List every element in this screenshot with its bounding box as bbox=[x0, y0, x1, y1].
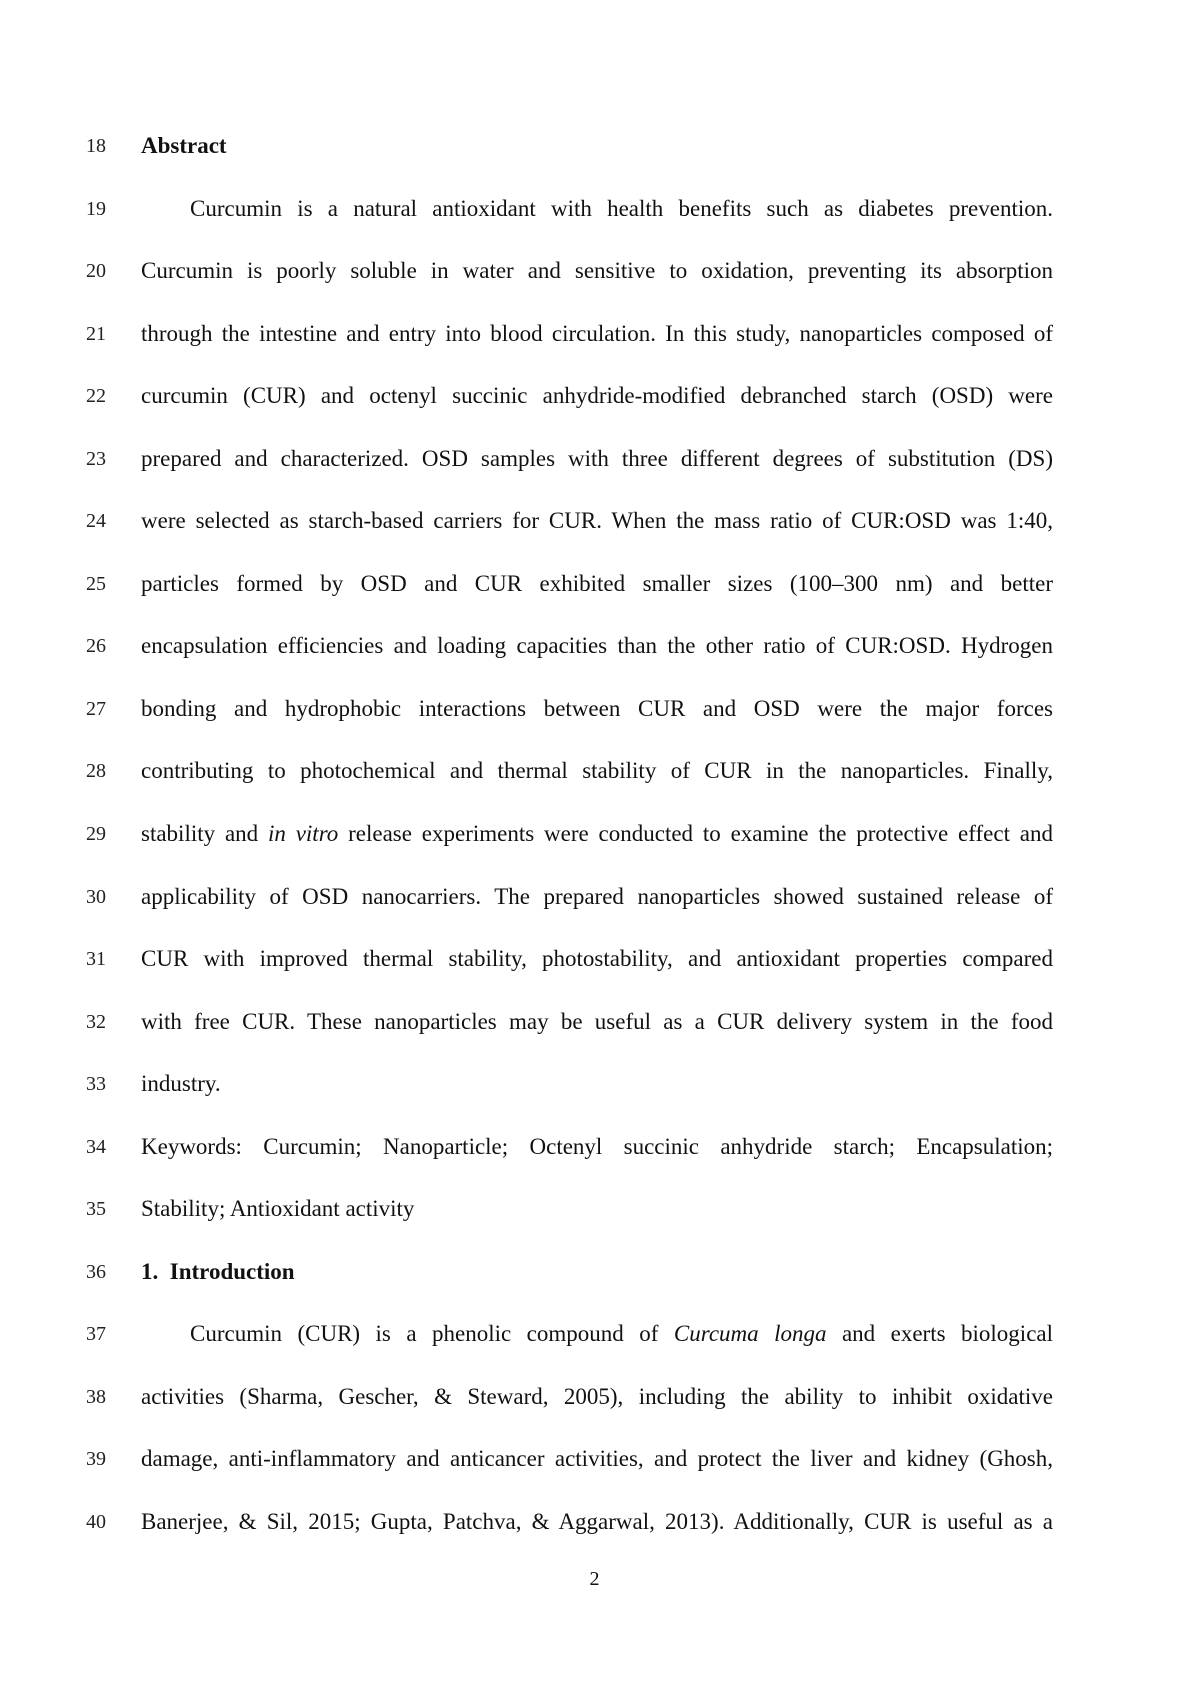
text-line bbox=[0, 564, 1189, 604]
abstract-text bbox=[141, 814, 1053, 854]
line-number: 25 bbox=[86, 572, 106, 595]
line-number: 29 bbox=[86, 823, 106, 845]
abstract-heading: Abstract bbox=[141, 133, 227, 158]
text-line bbox=[0, 189, 1189, 229]
text-line bbox=[0, 1502, 1189, 1542]
text-line bbox=[0, 626, 1189, 666]
text-line bbox=[0, 1002, 1189, 1042]
line-number: 26 bbox=[86, 635, 106, 658]
abstract-text: were selected as starch-based carriers for CUR. When the mass ratio of CUR:OSD was 1:40, bbox=[141, 508, 1053, 534]
line-number: 30 bbox=[86, 885, 106, 908]
line-number: 36 bbox=[86, 1260, 106, 1283]
text-line bbox=[0, 314, 1189, 354]
text-line bbox=[0, 689, 1189, 729]
text-segment: and exerts biological bbox=[826, 1321, 1054, 1347]
text-segment: release experiments were conducted to examine the protective effect and bbox=[338, 821, 1053, 846]
text-line bbox=[0, 439, 1189, 479]
text-segment: stability and bbox=[141, 821, 268, 846]
text-line bbox=[0, 1377, 1189, 1417]
intro-text: activities (Sharma, Gescher, & Steward, 2005), including the ability to inhibit oxidative bbox=[141, 1383, 1053, 1409]
abstract-text: industry. bbox=[141, 1071, 221, 1097]
text-line bbox=[0, 1314, 1189, 1354]
text-line bbox=[0, 939, 1189, 979]
section-title: Introduction bbox=[169, 1258, 295, 1284]
abstract-text: Curcumin is poorly soluble in water and sensitive to oxidation, preventing its absorption bbox=[141, 258, 1053, 284]
abstract-text: Curcumin is a natural antioxidant with health benefits such as diabetes prevention. bbox=[190, 195, 1053, 221]
intro-heading-line bbox=[0, 1252, 1189, 1292]
intro-heading bbox=[141, 1252, 1053, 1292]
intro-text bbox=[141, 1314, 1053, 1354]
line-number: 39 bbox=[86, 1448, 106, 1471]
section-number: 1. bbox=[141, 1258, 159, 1284]
line-number: 34 bbox=[86, 1135, 106, 1158]
keywords-text: Keywords: Curcumin; Nanoparticle; Octenyl succinic anhydride starch; Encapsulation; bbox=[141, 1133, 1053, 1159]
italic-term: Curcuma longa bbox=[673, 1321, 827, 1347]
abstract-text: bonding and hydrophobic interactions between CUR and OSD were the major forces bbox=[141, 695, 1053, 721]
line-number: 21 bbox=[86, 322, 106, 345]
abstract-text: with free CUR. These nanoparticles may be useful as a CUR delivery system in the food bbox=[141, 1008, 1053, 1034]
text-line bbox=[0, 376, 1189, 416]
abstract-text: through the intestine and entry into blood circulation. In this study, nanoparticles composed of bbox=[141, 320, 1053, 346]
text-line bbox=[0, 1439, 1189, 1479]
line-number: 28 bbox=[86, 760, 106, 783]
abstract-heading-line bbox=[0, 126, 1189, 166]
line-number: 27 bbox=[86, 697, 106, 720]
text-line bbox=[0, 251, 1189, 291]
text-line bbox=[0, 877, 1189, 917]
text-line bbox=[0, 1064, 1189, 1104]
line-number: 32 bbox=[86, 1010, 106, 1033]
line-number: 35 bbox=[86, 1198, 106, 1221]
abstract-text: particles formed by OSD and CUR exhibited smaller sizes (100–300 nm) and better bbox=[141, 570, 1053, 596]
text-line bbox=[0, 751, 1189, 791]
text-line bbox=[0, 814, 1189, 854]
line-number: 38 bbox=[86, 1385, 106, 1408]
intro-text: damage, anti-inflammatory and anticancer activities, and protect the liver and kidney (Ghosh, bbox=[141, 1446, 1053, 1472]
abstract-text: encapsulation efficiencies and loading capacities than the other ratio of CUR:OSD. Hydrogen bbox=[141, 633, 1053, 659]
intro-text: Banerjee, & Sil, 2015; Gupta, Patchva, & Aggarwal, 2013). Additionally, CUR is useful as a bbox=[141, 1509, 1053, 1534]
abstract-text: curcumin (CUR) and octenyl succinic anhydride-modified debranched starch (OSD) were bbox=[141, 383, 1053, 409]
keywords-text: Stability; Antioxidant activity bbox=[141, 1196, 415, 1222]
abstract-text: applicability of OSD nanocarriers. The prepared nanoparticles showed sustained release of bbox=[141, 883, 1053, 909]
keywords-line bbox=[0, 1127, 1189, 1167]
page-number: 2 bbox=[589, 1568, 600, 1590]
line-number: 31 bbox=[86, 948, 106, 971]
abstract-text: CUR with improved thermal stability, photostability, and antioxidant properties compared bbox=[141, 946, 1053, 972]
line-number: 22 bbox=[86, 385, 106, 408]
line-number: 18 bbox=[86, 135, 106, 157]
line-number: 40 bbox=[86, 1511, 106, 1533]
text-line bbox=[0, 501, 1189, 541]
line-number: 33 bbox=[86, 1073, 106, 1096]
line-number: 20 bbox=[86, 260, 106, 283]
keywords-line bbox=[0, 1189, 1189, 1229]
line-number: 24 bbox=[86, 510, 106, 533]
italic-term: in vitro bbox=[267, 821, 339, 846]
line-number: 23 bbox=[86, 447, 106, 470]
line-number: 37 bbox=[86, 1323, 106, 1346]
text-segment: Curcumin (CUR) is a phenolic compound of bbox=[190, 1321, 674, 1347]
abstract-text: contributing to photochemical and thermal stability of CUR in the nanoparticles. Finally, bbox=[141, 758, 1053, 784]
line-number: 19 bbox=[86, 197, 106, 220]
abstract-text: prepared and characterized. OSD samples with three different degrees of substitution (DS) bbox=[141, 445, 1053, 471]
